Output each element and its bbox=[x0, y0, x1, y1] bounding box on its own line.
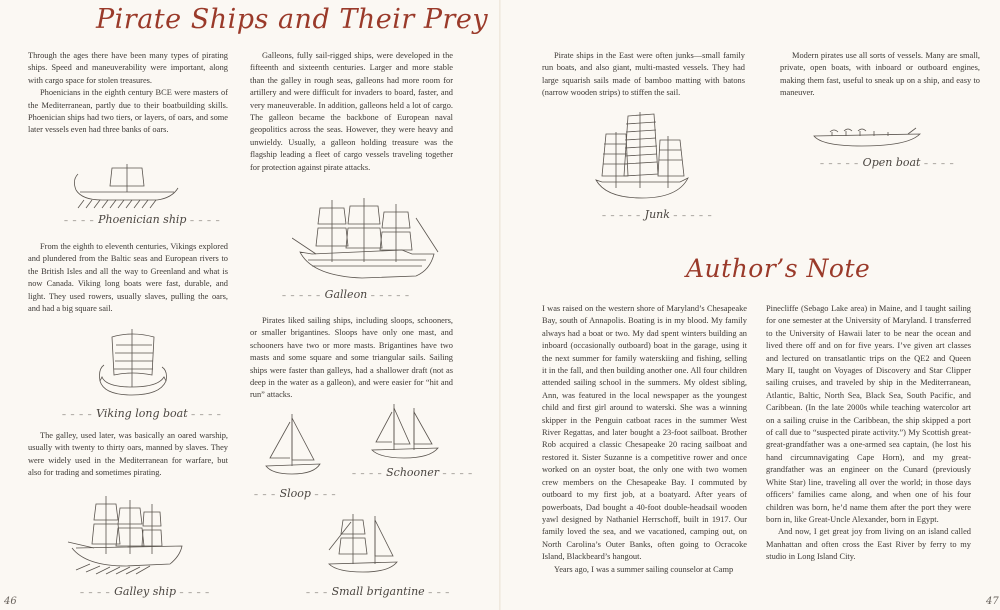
page-number: 46 bbox=[4, 596, 17, 607]
caption-galley: – – – – Galley ship – – – – bbox=[80, 585, 211, 598]
paragraph: Years ago, I was a summer sailing counselor at Camp bbox=[554, 564, 734, 574]
sloop-illustration bbox=[262, 412, 322, 482]
caption-junk: – – – – – Junk – – – – – bbox=[602, 208, 713, 221]
schooner-illustration bbox=[370, 400, 440, 465]
left-column-2-bottom bbox=[250, 315, 453, 402]
paragraph: Galleons, fully sail-rigged ships, were developed in the fifteenth and sixteenth centuries. Larger and more stable than the galley in rough seas, galleons had more room for artillery and were difficult for invaders to board, faster, and very maneuverable. In addition, galleons held a lot of cargo. The galleon became the backbone of European naval geopolitics across the seas. However, they were heavy and unwieldy. Usually, a galleon holding treasure was the flagship leading a fleet of cargo vessels traveling together for protection against pirate attacks. bbox=[250, 51, 453, 172]
paragraph: And now, I get great joy from living on an island called Manhattan and often cross the East River by ferry to my studio in Long Island City. bbox=[766, 527, 971, 562]
paragraph: Modern pirates use all sorts of vessels. Many are small, private, open boats, with inboard or outboard engines, making them fast, useful to sneak up on a ship, and easy to maneuver. bbox=[780, 51, 980, 98]
left-column-1-top bbox=[28, 50, 228, 137]
paragraph: Phoenicians in the eighth century BCE were masters of the Mediterranean, partly due to their boatbuilding skills. Phoenician ships had two tiers, or layers, of oars, and some later vessels even had three banks of oars. bbox=[28, 88, 228, 135]
author-note-title: Author’s Note bbox=[686, 254, 871, 283]
caption-text: Junk bbox=[644, 208, 670, 221]
caption-text: Schooner bbox=[386, 466, 440, 479]
paragraph: Through the ages there have been many types of pirating ships. Speed and maneuverability were important, along with cargo space for stolen treasures. bbox=[28, 51, 228, 85]
caption-text: Galley ship bbox=[114, 585, 177, 598]
open-boat-illustration bbox=[812, 126, 922, 150]
paragraph: I was raised on the western shore of Maryland’s Chesapeake Bay, south of Annapolis. Boating is in my blood. My family always had a boat or two. My dad spent winters building an inboard (occasionally outboard) boat in the garage, using it the next summer for family waterskiing and fishing, selling it in the fall, and then building another one. All four children attended sailing school in the summers. My oldest sibling, Ann, was featured in the local newspaper as the youngest child and first girl around to waterski. She was a winning skipper in the Penguin catboat races in the summer West River Regattas, and later bought a 23-foot sailboat. Brother Rob acquired a classic Chesapeake 20 racing sailboat and restored it. Sister Suzanne is a competitive rower and once worked on an oyster boat, the only one with two women crew members on the Chesapeake Bay. I commuted by outboard to my first job, at a boatyard. After years of powerboats, Dad bought a 40-foot double-headsail wooden yawl designed by Nathaniel Herrschoff, built in 1917. Our family loved the sea, and we vacationed, camping out, on North Carolina’s Outer Banks, often going to Ocracoke Island, Blackbeard’s hangout. bbox=[542, 304, 747, 562]
caption-text: Open boat bbox=[862, 156, 921, 169]
caption-open-boat: – – – – – Open boat – – – – bbox=[820, 156, 955, 169]
caption-brigantine: – – – Small brigantine – – – bbox=[306, 585, 451, 598]
page-title: Pirate Ships and Their Prey bbox=[96, 4, 489, 35]
caption-text: Galleon bbox=[324, 288, 368, 301]
page-number: 47 bbox=[986, 596, 999, 607]
caption-schooner: – – – – Schooner – – – – bbox=[352, 466, 474, 479]
caption-text: Viking long boat bbox=[96, 407, 188, 420]
caption-sloop: – – – Sloop – – – bbox=[254, 487, 337, 500]
paragraph: From the eighth to eleventh centuries, Vikings explored and plundered from the Baltic seas and European rivers to the British Isles and all the way to Greenland and what is now Canada. Viking long boats were fast, durable, and light. They used rowers, usually slaves, pulling the oars, and had a big square sail. bbox=[28, 242, 228, 314]
paragraph: The galley, used later, was basically an oared warship, usually with twenty to thirty oars, manned by slaves. They were widely used in the Mediterranean for warfare, but also for trading and sometimes pirating. bbox=[28, 431, 228, 478]
left-column-1-bottom bbox=[28, 430, 228, 480]
caption-galleon: – – – – – Galleon – – – – – bbox=[282, 288, 410, 301]
right-column-1-top bbox=[542, 50, 745, 100]
caption-text: Sloop bbox=[279, 487, 311, 500]
caption-phoenician: – – – – Phoenician ship – – – – bbox=[64, 213, 221, 226]
paragraph: Pinecliffe (Sebago Lake area) in Maine, and I taught sailing for one semester at the University of Maryland. I transferred to the University of Hawaii later to be near the ocean and lived there off and on for five years. I’ve given art classes and lectured on transatlantic trips on the QE2 and Queen Mary II, taught on Voyages of Discovery and Star Clipper sailing cruises, and traveled by ship in the Mediterranean, Atlantic, Baltic, North Sea, Black Sea, South Pacific, and Caribbean. (In the late 2000s while teaching watercolor art on a sailing cruise in the Caribbean, the ship skipped a port of call due to “suspected pirate activity.”) My Scottish great-great-grandfather was a one-armed sea captain, (he lost his hand circumnavigating Cape Horn), and my great-grandfather was an engineer on the Cunard (previously White Star) line, traveling all over the world; in those days officers’ families came along, and when one of his four children was born, he’d name them after the port they were born in, like Great-Uncle Alexander, born in Egypt. bbox=[766, 304, 971, 524]
caption-viking: – – – – Viking long boat – – – – bbox=[62, 407, 222, 420]
caption-text: Small brigantine bbox=[331, 585, 425, 598]
phoenician-ship-illustration bbox=[72, 160, 182, 210]
galleon-illustration bbox=[292, 196, 442, 286]
author-note-column-1 bbox=[542, 303, 747, 576]
brigantine-illustration bbox=[325, 510, 400, 578]
paragraph: Pirate ships in the East were often junks—small family run boats, and also giant, multi-masted vessels. They had large squarish sails made of bamboo matting with batons (narrow wooden strips) to stiffen the sail. bbox=[542, 51, 745, 98]
right-page bbox=[500, 0, 1000, 610]
viking-longboat-illustration bbox=[98, 325, 168, 405]
junk-illustration bbox=[592, 110, 692, 206]
author-note-column-2 bbox=[766, 303, 971, 564]
left-column-2-top bbox=[250, 50, 453, 174]
right-column-2-top bbox=[780, 50, 980, 100]
caption-text: Phoenician ship bbox=[98, 213, 187, 226]
left-column-1-middle bbox=[28, 241, 228, 315]
paragraph: Pirates liked sailing ships, including sloops, schooners, or smaller brigantines. Sloops have only one mast, and schooners have two or more masts. Brigantines have two masts and some square and some triangular sails. Sailing ships were faster than galleys, had a shallower draft (not as deep in the water as a galleon), and were easier for “hit and run” attacks. bbox=[250, 316, 453, 400]
galley-ship-illustration bbox=[66, 490, 186, 580]
